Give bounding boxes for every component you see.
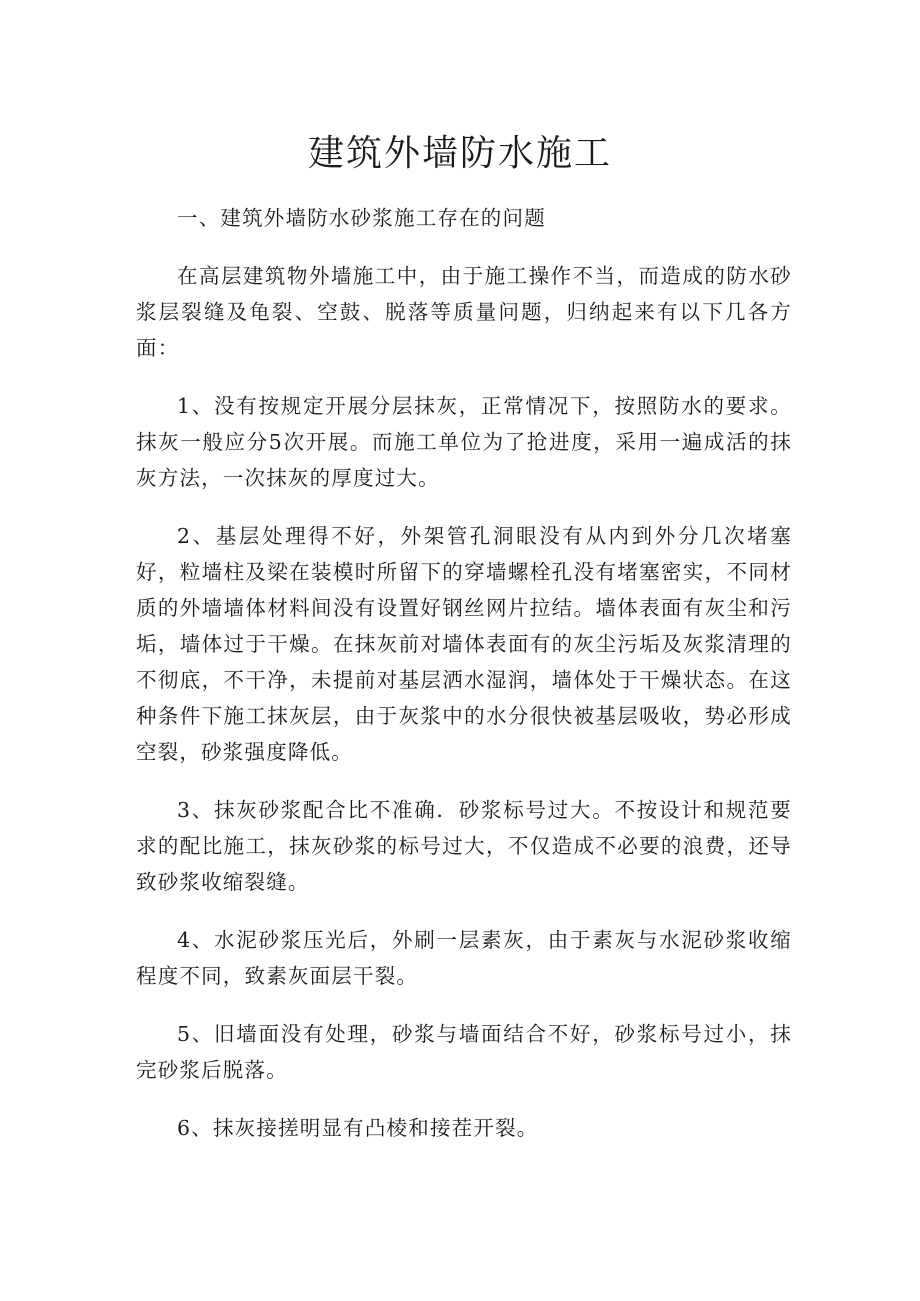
document-body — [136, 200, 792, 1168]
list-item: 1、没有按规定开展分层抹灰，正常情况下，按照防水的要求。抹灰一般应分5次开展。而施工单位为了抢进度，采用一遍成活的抹灰方法，一次抹灰的厚度过大。 — [136, 394, 792, 490]
document-title: 建筑外墙防水施工 — [307, 133, 612, 174]
list-item: 4、水泥砂浆压光后，外刷一层素灰，由于素灰与水泥砂浆收缩程度不同，致素灰面层干裂。 — [136, 928, 792, 988]
list-item: 3、抹灰砂浆配合比不准确．砂浆标号过大。不按设计和规范要求的配比施工，抹灰砂浆的标号过大，不仅造成不必要的浪费，还导致砂浆收缩裂缝。 — [136, 798, 792, 894]
section-heading: 一、建筑外墙防水砂浆施工存在的问题 — [177, 206, 546, 230]
list-item: 5、旧墙面没有处理，砂浆与墙面结合不好，砂浆标号过小，抹完砂浆后脱落。 — [136, 1022, 792, 1082]
list-item: 6、抹灰接搓明显有凸棱和接茬开裂。 — [177, 1116, 539, 1140]
intro-paragraph: 在高层建筑物外墙施工中，由于施工操作不当，而造成的防水砂浆层裂缝及龟裂、空鼓、脱落等质量问题，归纳起来有以下几各方面： — [136, 264, 792, 360]
list-item: 2、基层处理得不好，外架管孔洞眼没有从内到外分几次堵塞好，粒墙柱及梁在装模时所留下的穿墙螺栓孔没有堵塞密实，不同材质的外墙墙体材料间没有设置好钢丝网片拉结。墙体表面有灰尘和污垢，墙体过于干燥。在抹灰前对墙体表面有的灰尘污垢及灰浆清理的不彻底，不干净，未提前对基层洒水湿润，墙体处于干燥状态。在这种条件下施工抹灰层，由于灰浆中的水分很快被基层吸收，势必形成空裂，砂浆强度降低。 — [136, 524, 792, 764]
